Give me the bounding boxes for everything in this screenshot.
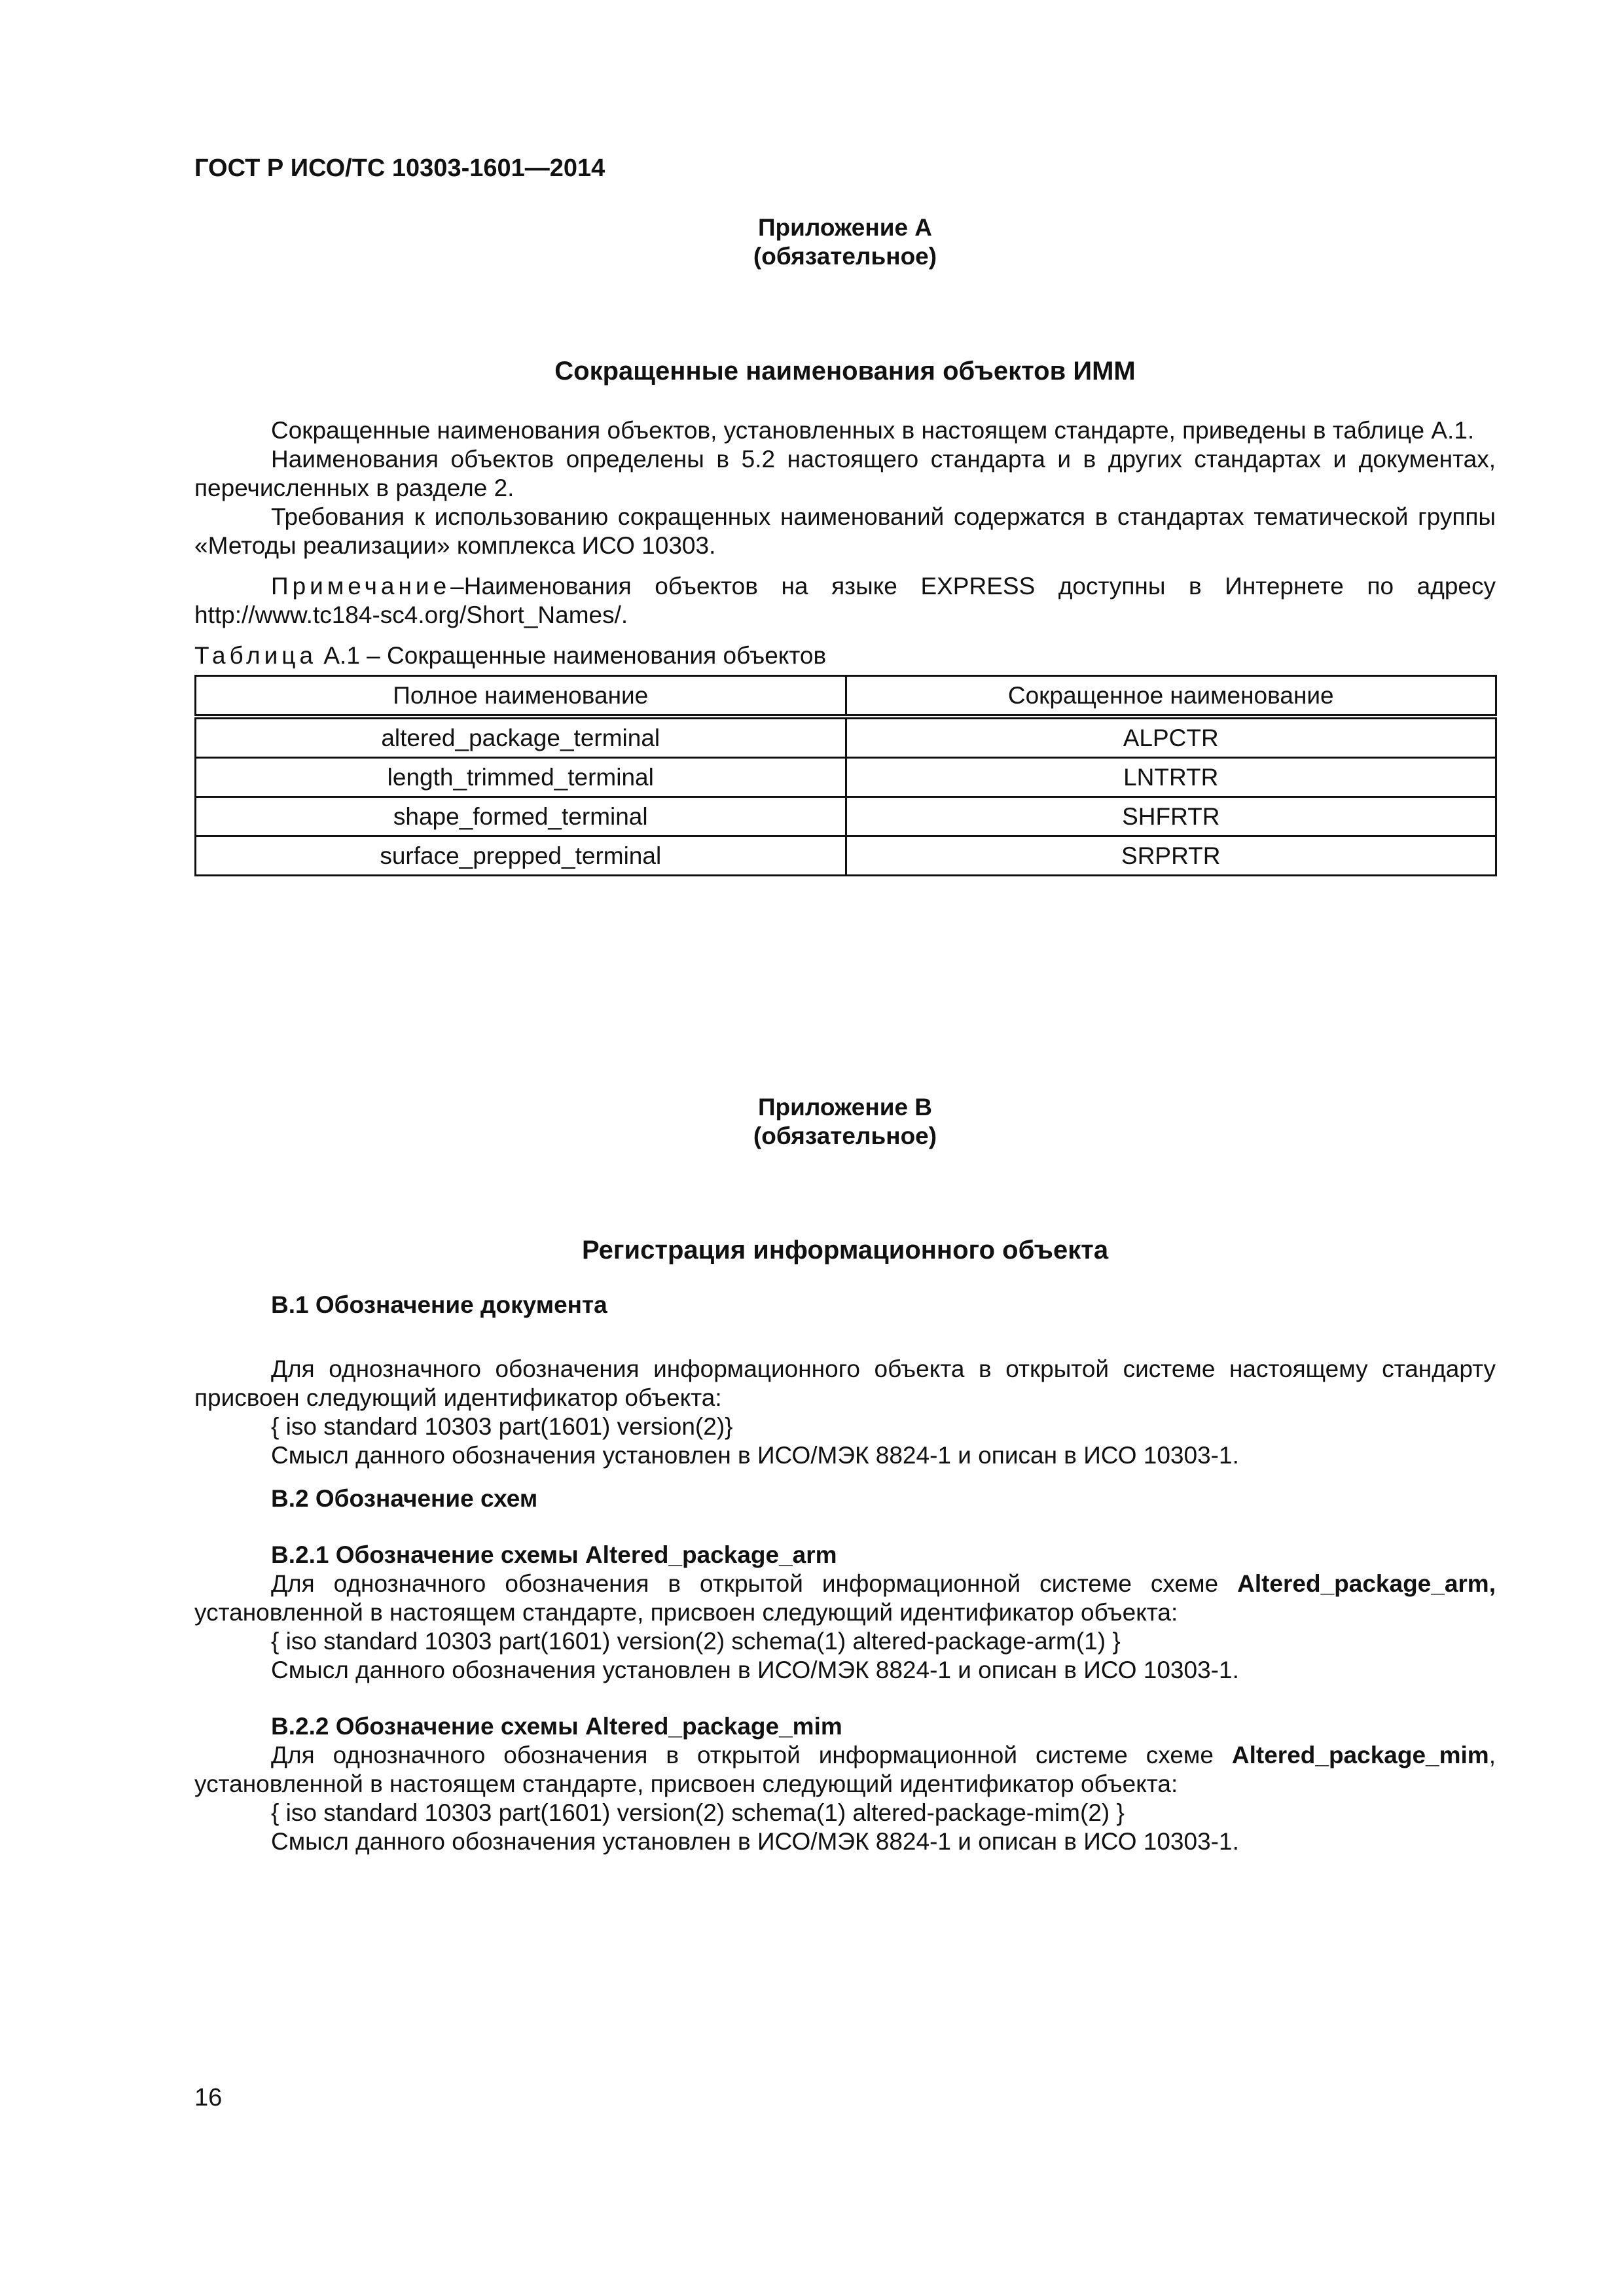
section-b22 [194,1712,1496,1856]
annex-a-status: (обязательное) [753,243,937,270]
table-caption-label: Таблица [194,642,317,669]
section-b1-meaning: Смысл данного обозначения установлен в ИСО/МЭК 8824-1 и описан в ИСО 10303-1. [271,1442,1239,1469]
table-cell-full-name: surface_prepped_terminal [196,836,846,876]
section-b21-identifier: { iso standard 10303 part(1601) version(2) schema(1) altered-package-arm(1) } [271,1628,1121,1655]
table-caption-text: А.1 – Сокращенные наименования объектов [323,642,827,669]
table-row [196,836,1496,876]
note-url[interactable]: http://www.tc184-sc4.org/Short_Names/. [194,601,628,628]
section-b1 [194,1291,1496,1319]
short-names-table [194,675,1497,876]
table-header-row [196,676,1496,717]
section-b22-paragraph-end: , установленной в настоящем стандарте, присвоен следующий идентификатор объекта: [194,1742,1496,1797]
annex-b-label: Приложение В [757,1094,933,1121]
table-cell-short-name: SHFRTR [846,797,1496,836]
short-names-table-wrapper [194,675,1496,876]
annex-b-status: (обязательное) [753,1122,937,1149]
table-cell-full-name: shape_formed_terminal [196,797,846,836]
annex-a-paragraph-3: Требования к использованию сокращенных наименований содержатся в стандартах тематической группы «Методы реализации» комплекса ИСО 10303. [194,503,1496,559]
annex-a-body [194,416,1496,560]
annex-a-title: Сокращенные наименования объектов ИММ [554,357,1136,386]
section-b2 [194,1484,1496,1513]
table-cell-short-name: ALPCTR [846,717,1496,758]
table-row [196,717,1496,758]
table-header-full-name: Полное наименование [196,676,846,717]
section-b22-paragraph-start: Для однозначного обозначения в открытой информационной системе схеме [271,1742,1232,1768]
section-b22-schema-name: Altered_package_mim [1231,1742,1489,1768]
section-b2-heading: В.2 Обозначение схем [271,1485,538,1512]
annex-a-note [194,572,1496,630]
section-b1-heading: В.1 Обозначение документа [271,1291,607,1318]
annex-a-paragraph-1: Сокращенные наименования объектов, установленных в настоящем стандарте, приведены в таблице А.1. [271,417,1475,444]
section-b21 [194,1541,1496,1685]
section-b22-meaning: Смысл данного обозначения установлен в ИСО/МЭК 8824-1 и описан в ИСО 10303-1. [271,1828,1239,1855]
page-number: 16 [194,2084,223,2111]
table-cell-full-name: altered_package_terminal [196,717,846,758]
section-b22-heading: В.2.2 Обозначение схемы Altered_package_mim [271,1713,842,1740]
annex-a-paragraph-2: Наименования объектов определены в 5.2 настоящего стандарта и в других стандартах и документах, перечисленных в разделе 2. [194,446,1496,501]
document-code-header: ГОСТ Р ИСО/ТС 10303-1601—2014 [194,154,605,182]
table-caption [194,641,1496,670]
table-cell-short-name: SRPRTR [846,836,1496,876]
section-b1-body [194,1355,1496,1470]
table-row [196,797,1496,836]
section-b21-heading: В.2.1 Обозначение схемы Altered_package_arm [271,1541,837,1568]
section-b21-paragraph-start: Для однозначного обозначения в открытой информационной системе схеме [271,1570,1238,1597]
table-cell-short-name: LNTRTR [846,758,1496,797]
section-b21-schema-name: Altered_package_arm, [1237,1570,1496,1597]
section-b21-meaning: Смысл данного обозначения установлен в ИСО/МЭК 8824-1 и описан в ИСО 10303-1. [271,1657,1239,1683]
section-b1-identifier: { iso standard 10303 part(1601) version(2)} [271,1413,733,1440]
note-label: Примечание [271,573,451,600]
section-b21-paragraph-end: установленной в настоящем стандарте, присвоен следующий идентификатор объекта: [194,1599,1178,1626]
table-header-short-name: Сокращенное наименование [846,676,1496,717]
section-b22-identifier: { iso standard 10303 part(1601) version(2) schema(1) altered-package-mim(2) } [271,1799,1125,1826]
annex-a-label: Приложение А [757,214,933,241]
table-row [196,758,1496,797]
table-cell-full-name: length_trimmed_terminal [196,758,846,797]
annex-a-heading [194,213,1496,271]
section-b1-paragraph: Для однозначного обозначения информационного объекта в открытой системе настоящему стандарту присвоен следующий идентификатор объекта: [194,1355,1496,1411]
annex-b-heading [194,1093,1496,1151]
annex-b-title: Регистрация информационного объекта [581,1236,1109,1265]
note-text: –Наименования объектов на языке EXPRESS доступны в Интернете по адресу [450,573,1496,600]
